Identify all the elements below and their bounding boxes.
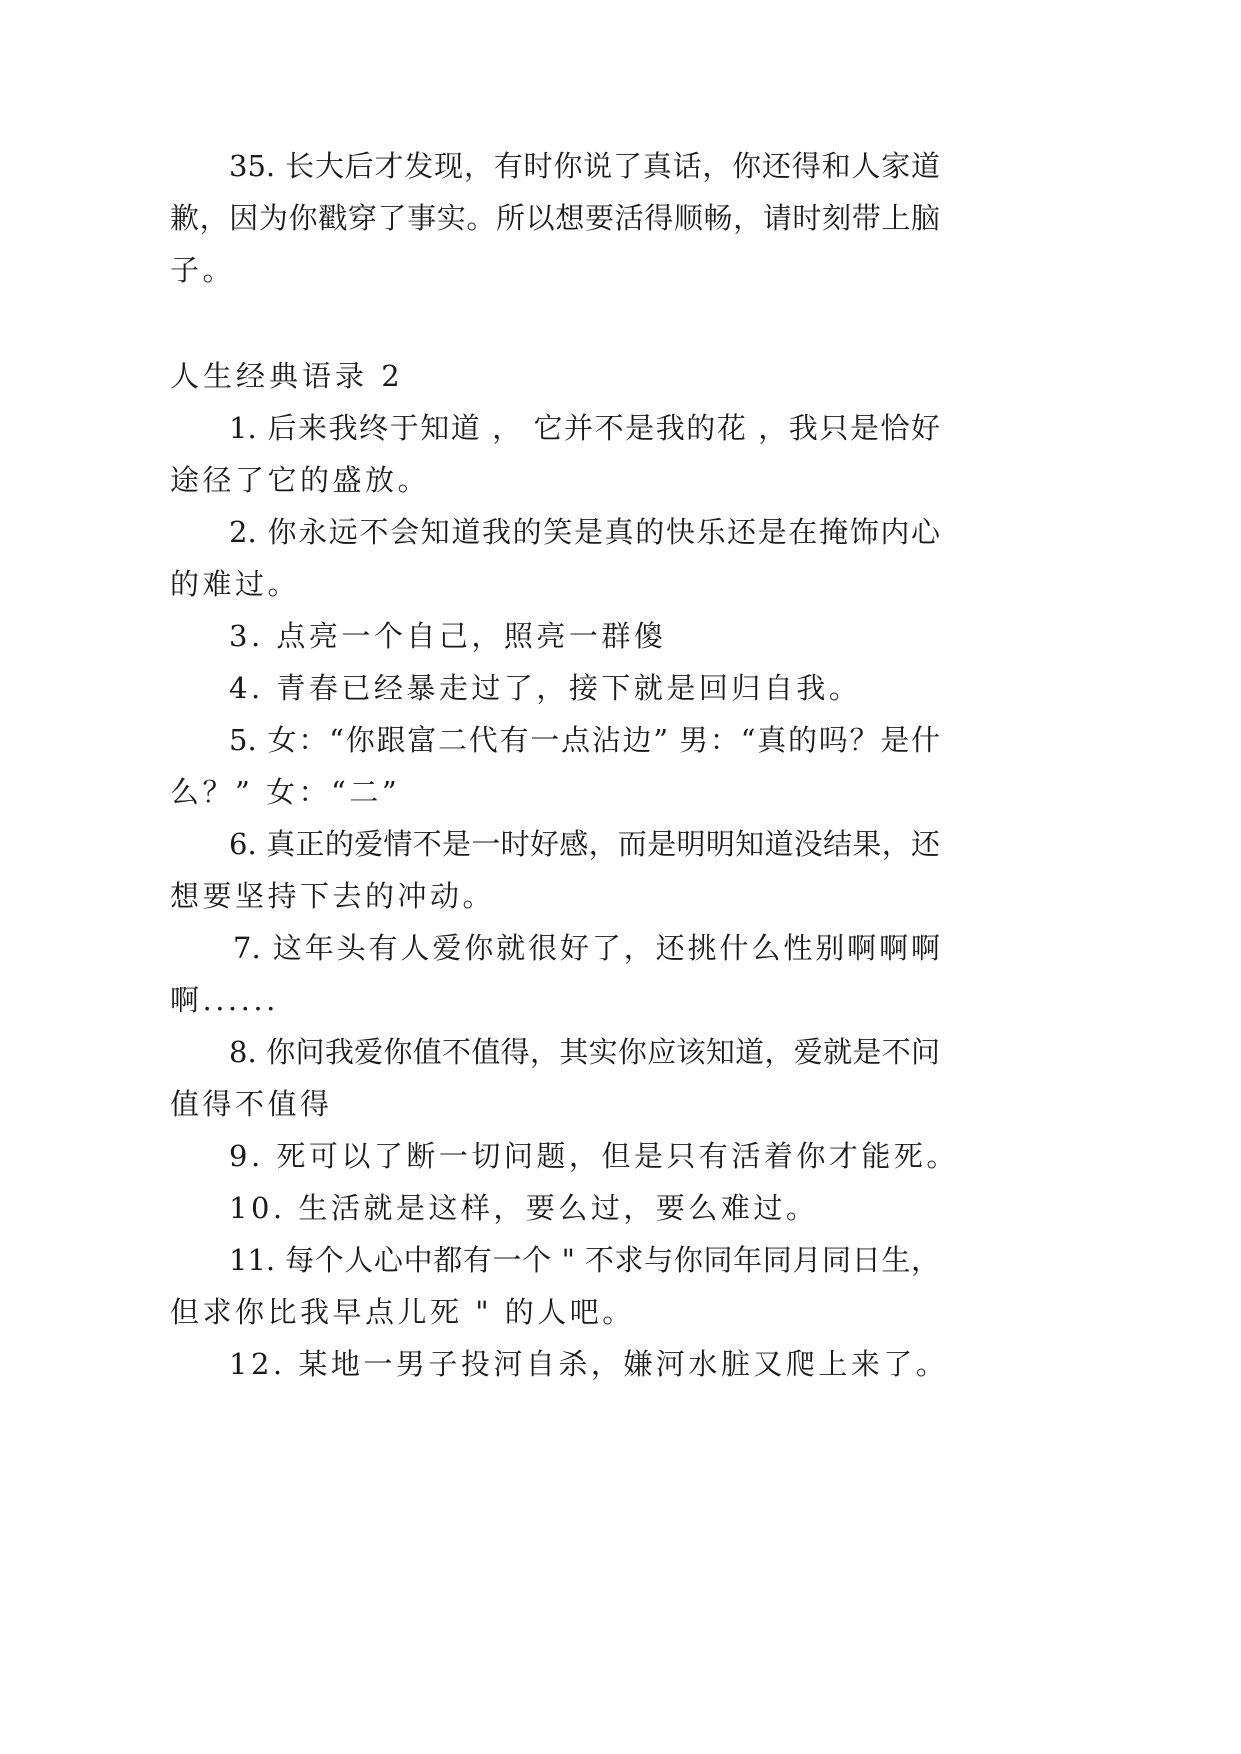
quote-10-line-1: 10. 生活就是这样，要么过，要么难过。 bbox=[229, 1191, 819, 1225]
quote-1-line-2: 途径了它的盛放。 bbox=[170, 463, 431, 497]
quote-4-line-1: 4. 青春已经暴走过了，接下就是回归自我。 bbox=[229, 671, 862, 705]
section-heading: 人生经典语录 2 bbox=[170, 359, 404, 393]
quote-5-line-2: 么？” 女：“二” bbox=[170, 775, 401, 809]
quote-8-line-2: 值得不值得 bbox=[170, 1087, 333, 1121]
quote-7-line-1: 7. 这年头有人爱你就很好了，还挑什么性别啊啊啊 bbox=[233, 931, 940, 965]
quote-11-line-1: 11. 每个人心中都有一个 " 不求与你同年同月同日生， bbox=[229, 1243, 940, 1277]
paragraph-35-line-2: 歉，因为你戳穿了事实。所以想要活得顺畅，请时刻带上脑 bbox=[170, 201, 940, 235]
quote-2-line-2: 的难过。 bbox=[170, 567, 301, 601]
quote-11-line-2: 但求你比我早点儿死 " 的人吧。 bbox=[170, 1295, 635, 1329]
quote-9-line-1: 9. 死可以了断一切问题，但是只有活着你才能死。 bbox=[229, 1139, 959, 1173]
quote-6-line-2: 想要坚持下去的冲动。 bbox=[170, 879, 496, 913]
quote-3-line-1: 3. 点亮一个自己，照亮一群傻 bbox=[229, 619, 667, 653]
quote-8-line-1: 8. 你问我爱你值不值得，其实你应该知道，爱就是不问 bbox=[229, 1035, 940, 1069]
quote-1-line-1: 1. 后来我终于知道 ， 它并不是我的花 ，我只是恰好 bbox=[229, 411, 940, 445]
paragraph-35-line-3: 子。 bbox=[170, 253, 236, 287]
quote-5-line-1: 5. 女：“你跟富二代有一点沾边” 男：“真的吗？是什 bbox=[229, 723, 940, 757]
quote-2-line-1: 2. 你永远不会知道我的笑是真的快乐还是在掩饰内心 bbox=[229, 515, 940, 549]
quote-12-line-1: 12. 某地一男子投河自杀，嫌河水脏又爬上来了。 bbox=[229, 1347, 949, 1381]
quote-7-line-2: 啊...... bbox=[170, 983, 279, 1017]
paragraph-35-line-1: 35. 长大后才发现，有时你说了真话，你还得和人家道 bbox=[229, 149, 940, 183]
quote-6-line-1: 6. 真正的爱情不是一时好感，而是明明知道没结果，还 bbox=[229, 827, 940, 861]
